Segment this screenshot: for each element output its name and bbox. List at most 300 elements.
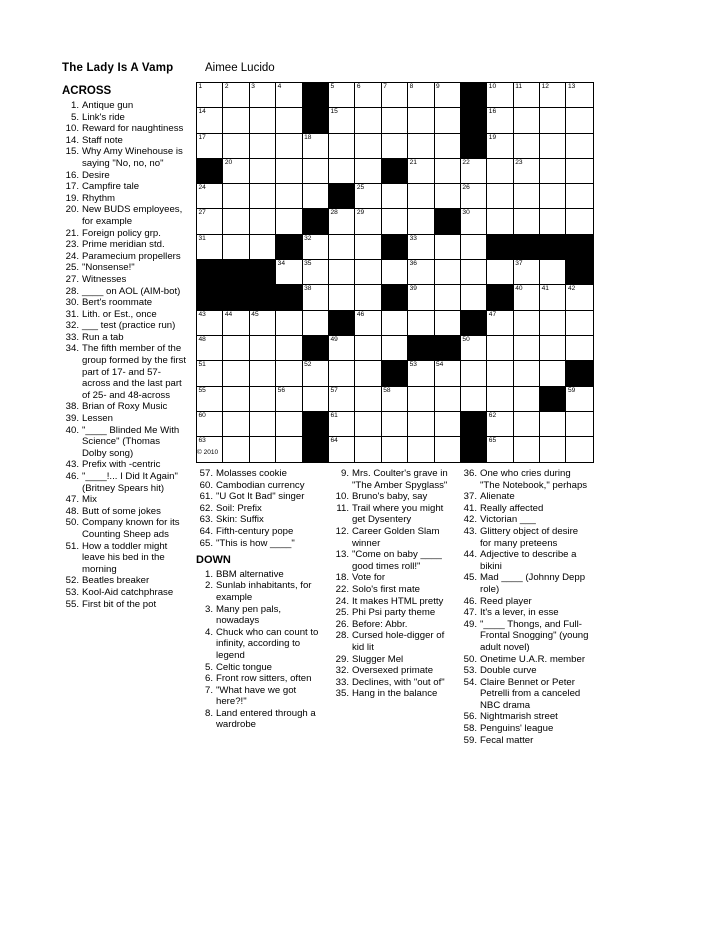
grid-cell[interactable]: [329, 260, 355, 285]
clue-number: 60.: [199, 479, 213, 491]
grid-cell[interactable]: [223, 209, 249, 234]
clue-across-27[interactable]: [62, 274, 187, 286]
grid-cell[interactable]: [197, 412, 223, 437]
grid-cell[interactable]: [461, 209, 487, 234]
grid-cell[interactable]: [197, 184, 223, 209]
clue-down-3[interactable]: [196, 604, 322, 627]
clue-across-19[interactable]: [62, 193, 187, 205]
grid-cell[interactable]: [514, 311, 540, 336]
grid-cell[interactable]: [487, 412, 513, 437]
clue-down-24[interactable]: [332, 596, 450, 608]
clue-across-30[interactable]: [62, 297, 187, 309]
clue-down-49[interactable]: [460, 619, 590, 654]
puzzle-author: Aimee Lucido: [205, 62, 275, 74]
clue-across-21[interactable]: [62, 228, 187, 240]
grid-cell[interactable]: [303, 311, 329, 336]
grid-cell[interactable]: [250, 336, 276, 361]
grid-cell[interactable]: [303, 134, 329, 159]
grid-cell[interactable]: [355, 83, 381, 108]
grid-cell[interactable]: [566, 336, 592, 361]
clue-down-37[interactable]: [460, 491, 590, 503]
clue-number: 10.: [335, 491, 349, 503]
grid-cell[interactable]: [355, 209, 381, 234]
grid-cell[interactable]: [276, 134, 302, 159]
grid-cell[interactable]: [408, 209, 434, 234]
grid-cell[interactable]: [435, 311, 461, 336]
grid-cell[interactable]: [250, 134, 276, 159]
grid-cell[interactable]: [514, 159, 540, 184]
grid-cell[interactable]: [435, 412, 461, 437]
grid-cell[interactable]: [276, 159, 302, 184]
grid-cell[interactable]: [276, 437, 302, 462]
clue-across-43[interactable]: [62, 459, 187, 471]
grid-cell[interactable]: [355, 311, 381, 336]
clue-number: 2.: [204, 580, 213, 592]
clue-across-23[interactable]: [62, 239, 187, 251]
clue-across-52[interactable]: [62, 575, 187, 587]
grid-cell[interactable]: [355, 361, 381, 386]
grid-cell-number: 48: [198, 335, 206, 343]
grid-cell[interactable]: [408, 311, 434, 336]
grid-row: [197, 412, 593, 437]
grid-cell[interactable]: [514, 260, 540, 285]
grid-cell[interactable]: [540, 437, 566, 462]
grid-cell-number: 44: [224, 310, 233, 318]
clue-across-63[interactable]: [196, 514, 322, 526]
grid-cell[interactable]: [540, 412, 566, 437]
grid-cell[interactable]: [250, 209, 276, 234]
grid-cell[interactable]: [223, 311, 249, 336]
grid-cell[interactable]: [329, 285, 355, 310]
grid-cell[interactable]: [303, 235, 329, 260]
grid-cell[interactable]: [382, 437, 408, 462]
clue-down-1[interactable]: [196, 569, 322, 581]
grid-cell[interactable]: [382, 108, 408, 133]
grid-cell[interactable]: [276, 260, 302, 285]
grid-cell[interactable]: [408, 412, 434, 437]
grid-cell[interactable]: [223, 108, 249, 133]
grid-cell[interactable]: [223, 235, 249, 260]
grid-cell[interactable]: [408, 184, 434, 209]
grid-cell[interactable]: [566, 159, 592, 184]
grid-cell[interactable]: [461, 159, 487, 184]
clue-across-55[interactable]: [62, 599, 187, 611]
grid-cell[interactable]: [223, 159, 249, 184]
clue-down-9[interactable]: [332, 468, 450, 491]
clue-down-10[interactable]: [332, 491, 450, 503]
grid-cell[interactable]: [408, 437, 434, 462]
grid-cell[interactable]: [566, 134, 592, 159]
grid-cell[interactable]: [355, 184, 381, 209]
grid-cell[interactable]: [276, 209, 302, 234]
grid-cell[interactable]: [487, 184, 513, 209]
grid-cell[interactable]: [540, 83, 566, 108]
clue-text: "____ Thongs, and Full-Frontal Snogging" (young adult novel): [480, 618, 589, 653]
crossword-grid[interactable]: [196, 82, 594, 463]
grid-cell[interactable]: [276, 387, 302, 412]
grid-cell[interactable]: [566, 108, 592, 133]
grid-cell[interactable]: [487, 336, 513, 361]
clue-down-12[interactable]: [332, 526, 450, 549]
grid-cell[interactable]: [540, 285, 566, 310]
clue-across-53[interactable]: [62, 587, 187, 599]
clue-text: Kool-Aid catchphrase: [82, 586, 174, 598]
grid-cell[interactable]: [250, 387, 276, 412]
clue-down-4[interactable]: [196, 627, 322, 662]
grid-cell[interactable]: [435, 83, 461, 108]
grid-cell[interactable]: [408, 108, 434, 133]
grid-cell[interactable]: [276, 184, 302, 209]
grid-cell[interactable]: [435, 134, 461, 159]
grid-cell[interactable]: [276, 83, 302, 108]
grid-cell[interactable]: [566, 387, 592, 412]
clue-across-62[interactable]: [196, 503, 322, 515]
clue-down-29[interactable]: [332, 654, 450, 666]
clue-across-57[interactable]: [196, 468, 322, 480]
clue-across-33[interactable]: [62, 332, 187, 344]
grid-cell[interactable]: [435, 260, 461, 285]
grid-cell-number: 20: [224, 158, 233, 166]
grid-cell[interactable]: [408, 285, 434, 310]
grid-cell[interactable]: [514, 285, 540, 310]
grid-cell[interactable]: [329, 387, 355, 412]
grid-cell[interactable]: [487, 437, 513, 462]
clue-down-32[interactable]: [332, 665, 450, 677]
grid-cell[interactable]: [276, 361, 302, 386]
clue-down-46[interactable]: [460, 596, 590, 608]
grid-cell[interactable]: [250, 159, 276, 184]
grid-cell[interactable]: [355, 235, 381, 260]
grid-cell[interactable]: [197, 336, 223, 361]
clue-down-58[interactable]: [460, 723, 590, 735]
grid-cell[interactable]: [329, 361, 355, 386]
grid-cell[interactable]: [303, 285, 329, 310]
grid-cell[interactable]: [540, 336, 566, 361]
grid-cell[interactable]: [408, 260, 434, 285]
clue-across-38[interactable]: [62, 401, 187, 413]
clue-down-11[interactable]: [332, 503, 450, 526]
grid-cell[interactable]: [250, 235, 276, 260]
clue-across-47[interactable]: [62, 494, 187, 506]
grid-cell[interactable]: [223, 336, 249, 361]
grid-cell[interactable]: [514, 184, 540, 209]
grid-cell[interactable]: [250, 108, 276, 133]
grid-cell[interactable]: [329, 235, 355, 260]
grid-cell[interactable]: [303, 387, 329, 412]
grid-cell[interactable]: [250, 412, 276, 437]
grid-cell[interactable]: [540, 159, 566, 184]
clue-across-25[interactable]: [62, 262, 187, 274]
clue-across-39[interactable]: [62, 413, 187, 425]
grid-cell[interactable]: [382, 311, 408, 336]
grid-cell[interactable]: [408, 361, 434, 386]
grid-cell[interactable]: [276, 108, 302, 133]
clue-down-47[interactable]: [460, 607, 590, 619]
grid-cell[interactable]: [514, 387, 540, 412]
grid-cell-number: 60: [198, 411, 206, 419]
clue-across-51[interactable]: [62, 541, 187, 576]
grid-cell[interactable]: [250, 311, 276, 336]
clue-across-60[interactable]: [196, 480, 322, 492]
clue-across-32[interactable]: [62, 320, 187, 332]
clue-across-48[interactable]: [62, 506, 187, 518]
grid-cell[interactable]: [382, 209, 408, 234]
grid-cell[interactable]: [329, 209, 355, 234]
grid-cell[interactable]: [461, 361, 487, 386]
grid-cell-number: 57: [330, 386, 338, 394]
grid-cell[interactable]: [223, 412, 249, 437]
grid-cell[interactable]: [276, 336, 302, 361]
clue-across-61[interactable]: [196, 491, 322, 503]
grid-cell[interactable]: [408, 134, 434, 159]
clue-across-10[interactable]: [62, 123, 187, 135]
clue-text: Butt of some jokes: [82, 505, 161, 517]
grid-cell[interactable]: [540, 184, 566, 209]
grid-cell[interactable]: [514, 83, 540, 108]
grid-cell[interactable]: [197, 235, 223, 260]
grid-cell[interactable]: [329, 159, 355, 184]
clue-number: 11.: [336, 502, 349, 514]
grid-cell-block: [303, 412, 329, 437]
grid-cell[interactable]: [461, 235, 487, 260]
grid-cell[interactable]: [435, 159, 461, 184]
grid-cell[interactable]: [566, 412, 592, 437]
grid-cell[interactable]: [487, 387, 513, 412]
clue-across-65[interactable]: [196, 538, 322, 550]
grid-cell[interactable]: [435, 361, 461, 386]
clue-down-2[interactable]: [196, 580, 322, 603]
clue-down-13[interactable]: [332, 549, 450, 572]
clue-down-45[interactable]: [460, 572, 590, 595]
grid-cell[interactable]: [540, 134, 566, 159]
grid-cell[interactable]: [329, 83, 355, 108]
grid-cell[interactable]: [382, 387, 408, 412]
clue-down-44[interactable]: [460, 549, 590, 572]
grid-cell-block: [329, 311, 355, 336]
grid-cell[interactable]: [540, 361, 566, 386]
grid-cell[interactable]: [276, 311, 302, 336]
grid-cell[interactable]: [566, 437, 592, 462]
clue-down-18[interactable]: [332, 572, 450, 584]
clue-across-20[interactable]: [62, 204, 187, 227]
clue-across-46[interactable]: [62, 471, 187, 494]
clue-across-34[interactable]: [62, 343, 187, 401]
grid-cell[interactable]: [461, 260, 487, 285]
clue-across-17[interactable]: [62, 181, 187, 193]
grid-cell[interactable]: [382, 412, 408, 437]
clue-down-59[interactable]: [460, 735, 590, 747]
grid-cell[interactable]: [303, 361, 329, 386]
clue-number: 27.: [65, 273, 79, 285]
clue-down-7[interactable]: [196, 685, 322, 708]
clue-down-42[interactable]: [460, 514, 590, 526]
grid-cell[interactable]: [435, 235, 461, 260]
grid-cell[interactable]: [355, 285, 381, 310]
clue-down-54[interactable]: [460, 677, 590, 712]
clue-number: 22.: [335, 583, 349, 595]
clue-down-5[interactable]: [196, 662, 322, 674]
clue-across-24[interactable]: [62, 251, 187, 263]
grid-cell[interactable]: [514, 108, 540, 133]
clue-across-5[interactable]: [62, 112, 187, 124]
grid-cell[interactable]: [329, 437, 355, 462]
grid-cell[interactable]: [487, 209, 513, 234]
clue-text: Company known for its Counting Sheep ads: [82, 517, 180, 540]
grid-cell[interactable]: [514, 412, 540, 437]
grid-cell[interactable]: [514, 336, 540, 361]
grid-cell[interactable]: [382, 134, 408, 159]
grid-cell[interactable]: [487, 260, 513, 285]
grid-cell[interactable]: [382, 260, 408, 285]
grid-cell[interactable]: [514, 209, 540, 234]
grid-cell[interactable]: [540, 209, 566, 234]
grid-cell[interactable]: [461, 184, 487, 209]
grid-cell[interactable]: [461, 387, 487, 412]
grid-cell[interactable]: [408, 387, 434, 412]
clue-number: 56.: [463, 711, 477, 723]
clue-across-16[interactable]: [62, 170, 187, 182]
clue-down-43[interactable]: [460, 526, 590, 549]
grid-cell[interactable]: [355, 260, 381, 285]
grid-cell[interactable]: [566, 311, 592, 336]
grid-cell-block: [250, 285, 276, 310]
grid-cell[interactable]: [487, 134, 513, 159]
grid-cell[interactable]: [329, 412, 355, 437]
grid-cell[interactable]: [223, 83, 249, 108]
clue-down-26[interactable]: [332, 619, 450, 631]
grid-cell-number: 16: [488, 108, 497, 116]
grid-cell[interactable]: [197, 311, 223, 336]
grid-cell[interactable]: [540, 311, 566, 336]
grid-cell[interactable]: [355, 437, 381, 462]
grid-cell[interactable]: [435, 108, 461, 133]
grid-cell[interactable]: [250, 83, 276, 108]
grid-cell[interactable]: [329, 336, 355, 361]
grid-cell[interactable]: [197, 387, 223, 412]
grid-cell[interactable]: [382, 83, 408, 108]
grid-cell[interactable]: [487, 108, 513, 133]
clue-down-8[interactable]: [196, 708, 322, 731]
grid-cell[interactable]: [329, 134, 355, 159]
clue-across-1[interactable]: [62, 100, 187, 112]
grid-cell[interactable]: [250, 361, 276, 386]
clue-across-40[interactable]: [62, 425, 187, 460]
grid-cell[interactable]: [303, 159, 329, 184]
grid-cell[interactable]: [514, 437, 540, 462]
clue-across-15[interactable]: [62, 146, 187, 169]
grid-cell[interactable]: [514, 134, 540, 159]
grid-cell[interactable]: [197, 134, 223, 159]
grid-cell[interactable]: [540, 108, 566, 133]
clue-down-28[interactable]: [332, 630, 450, 653]
grid-cell[interactable]: [355, 412, 381, 437]
grid-cell[interactable]: [223, 387, 249, 412]
grid-cell-block: [382, 159, 408, 184]
grid-cell[interactable]: [487, 83, 513, 108]
grid-cell[interactable]: [276, 412, 302, 437]
grid-cell-block: [566, 235, 592, 260]
grid-cell[interactable]: [223, 184, 249, 209]
grid-cell-number: 23: [515, 158, 523, 166]
grid-cell-block: [303, 336, 329, 361]
grid-cell-number: 22: [462, 158, 470, 166]
grid-cell[interactable]: [382, 184, 408, 209]
clue-number: 13.: [335, 549, 349, 561]
clue-down-22[interactable]: [332, 584, 450, 596]
grid-cell[interactable]: [223, 361, 249, 386]
clue-down-35[interactable]: [332, 688, 450, 700]
grid-cell[interactable]: [197, 83, 223, 108]
grid-cell[interactable]: [435, 184, 461, 209]
clue-number: 53.: [463, 665, 477, 677]
grid-cell[interactable]: [408, 83, 434, 108]
grid-cell[interactable]: [303, 184, 329, 209]
grid-cell[interactable]: [355, 108, 381, 133]
grid-cell[interactable]: [487, 361, 513, 386]
grid-cell[interactable]: [223, 437, 249, 462]
clue-across-50[interactable]: [62, 517, 187, 540]
grid-cell[interactable]: [540, 260, 566, 285]
grid-cell[interactable]: [487, 159, 513, 184]
clue-number: 16.: [65, 169, 79, 181]
grid-cell[interactable]: [408, 235, 434, 260]
clue-down-56[interactable]: [460, 711, 590, 723]
clue-down-53[interactable]: [460, 665, 590, 677]
grid-cell[interactable]: [487, 311, 513, 336]
grid-cell[interactable]: [461, 336, 487, 361]
grid-cell[interactable]: [250, 437, 276, 462]
clue-text: Before: Abbr.: [352, 618, 408, 630]
clue-down-36[interactable]: [460, 468, 590, 491]
grid-cell[interactable]: [435, 387, 461, 412]
grid-cell[interactable]: [435, 437, 461, 462]
grid-cell[interactable]: [435, 285, 461, 310]
clue-down-25[interactable]: [332, 607, 450, 619]
grid-cell[interactable]: [408, 159, 434, 184]
clue-across-31[interactable]: [62, 309, 187, 321]
grid-cell[interactable]: [329, 108, 355, 133]
grid-cell[interactable]: [303, 260, 329, 285]
grid-cell[interactable]: [355, 387, 381, 412]
grid-cell[interactable]: [355, 336, 381, 361]
grid-cell[interactable]: [197, 209, 223, 234]
grid-cell[interactable]: [566, 285, 592, 310]
grid-cell[interactable]: [382, 336, 408, 361]
grid-cell[interactable]: [355, 134, 381, 159]
clue-across-28[interactable]: [62, 286, 187, 298]
grid-cell[interactable]: [223, 134, 249, 159]
clue-down-41[interactable]: [460, 503, 590, 515]
grid-cell[interactable]: [566, 209, 592, 234]
clue-down-6[interactable]: [196, 673, 322, 685]
grid-cell-number: 53: [409, 361, 417, 369]
grid-cell[interactable]: [250, 184, 276, 209]
grid-cell[interactable]: [514, 361, 540, 386]
clue-down-50[interactable]: [460, 654, 590, 666]
clue-number: 57.: [199, 468, 213, 479]
clue-down-33[interactable]: [332, 677, 450, 689]
grid-cell[interactable]: [355, 159, 381, 184]
clue-across-64[interactable]: [196, 526, 322, 538]
grid-cell[interactable]: [197, 361, 223, 386]
grid-cell-number: 40: [515, 285, 523, 293]
grid-cell[interactable]: [461, 285, 487, 310]
grid-cell[interactable]: [566, 83, 592, 108]
grid-cell[interactable]: [566, 184, 592, 209]
clue-number: 8.: [204, 707, 213, 719]
grid-cell[interactable]: [197, 108, 223, 133]
clue-across-14[interactable]: [62, 135, 187, 147]
